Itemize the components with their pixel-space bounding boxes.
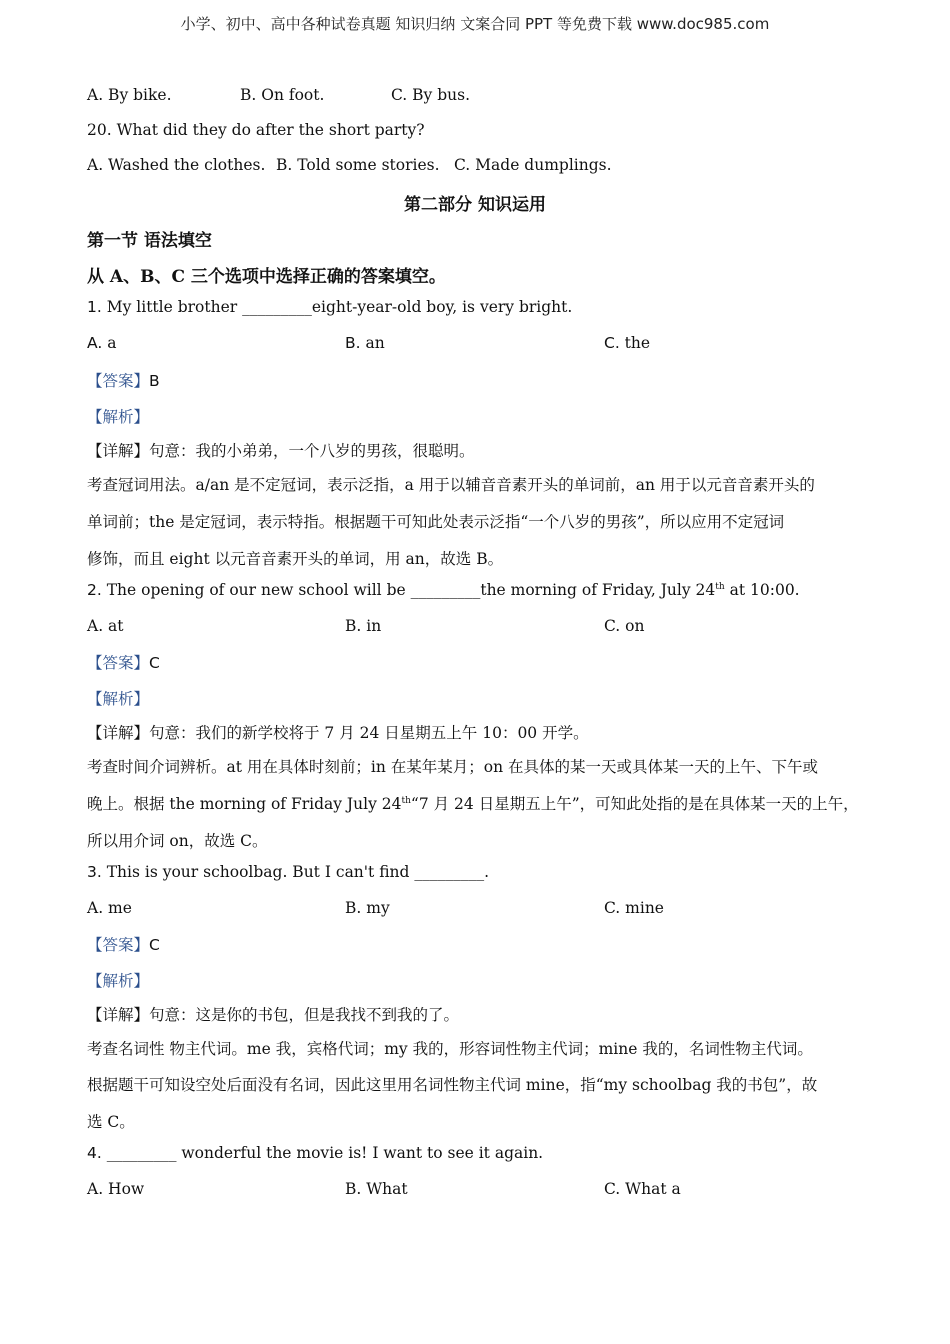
q2-explain-line-3-b: “7 月 24 日星期五上午”，可知此处指的是在具体某一天的上午，: [410, 795, 859, 813]
q1-option-a: [87, 334, 116, 352]
q4-number: 4.: [87, 1144, 102, 1162]
q2-text: The opening of our new school will be _________the morning of Friday, July 24: [101, 581, 716, 599]
instruction: 从 A、B、C 三个选项中选择正确的答案填空。: [87, 267, 446, 287]
q19-option-b: B. On foot.: [240, 86, 325, 104]
q3-option-b: B. my: [345, 899, 390, 917]
q19-option-a: A. By bike.: [87, 86, 172, 104]
q1-option-b-text: an: [360, 334, 385, 352]
q3-explain-line-4: 选 C。: [87, 1113, 135, 1131]
q20-option-b: B. Told some stories.: [276, 156, 440, 174]
q20-option-a: A. Washed the clothes.: [87, 156, 266, 174]
q2-option-c: C. on: [604, 617, 645, 635]
q1-explain-line-3: 单词前；the 是定冠词，表示特指。根据题干可知此处表示泛指“一个八岁的男孩”，所以应用不定冠词: [87, 513, 785, 531]
page-header: 小学、初中、高中各种试卷真题 知识归纳 文案合同 PPT 等免费下载 www.doc985.com: [180, 15, 770, 33]
q2-option-b: B. in: [345, 617, 382, 635]
part-title: 第二部分 知识运用: [404, 195, 546, 215]
q1-answer-label: 【答案】: [87, 372, 150, 390]
q20-option-c: C. Made dumplings.: [454, 156, 612, 174]
q1-option-c-letter: C.: [604, 334, 620, 352]
q3-answer-label: 【答案】: [87, 936, 150, 954]
q2-superscript: th: [715, 581, 725, 592]
q3-number: 3.: [87, 863, 102, 881]
q1-stem: [87, 298, 572, 316]
q2-explain-line-2: 考查时间介词辨析。at 用在具体时刻前；in 在某年某月；on 在具体的某一天或具体某一天的上午、下午或: [87, 758, 819, 776]
q2-text-end: at 10:00.: [724, 581, 800, 599]
q1-explain-line-2: 考查冠词用法。a/an 是不定冠词，表示泛指，a 用于以辅音音素开头的单词前，an 用于以元音音素开头的: [87, 476, 815, 494]
q3-explain-line-3: 根据题干可知设空处后面没有名词，因此这里用名词性物主代词 mine，指“my schoolbag 我的书包”，故: [87, 1076, 818, 1094]
q4-stem: [87, 1144, 543, 1162]
q1-option-a-letter: A.: [87, 334, 103, 352]
q2-stem: [87, 581, 800, 599]
q1-analysis-label: 【解析】: [87, 408, 150, 426]
q3-answer-value: C: [149, 936, 160, 954]
q1-option-b-letter: B.: [345, 334, 361, 352]
q2-option-a: A. at: [87, 617, 124, 635]
q2-explain-line-3: [87, 792, 859, 814]
q1-option-c-text: the: [619, 334, 651, 352]
q1-answer-value: B: [149, 372, 160, 390]
q2-answer-label: 【答案】: [87, 654, 150, 672]
q2-answer-value: C: [149, 654, 160, 672]
section-title: 第一节 语法填空: [87, 231, 212, 251]
q2-explain-line-1: 【详解】句意：我们的新学校将于 7 月 24 日星期五上午 10：00 开学。: [87, 724, 589, 742]
q4-option-a: A. How: [87, 1180, 145, 1198]
q1-text: My little brother _________eight-year-old boy, is very bright.: [101, 298, 573, 316]
q3-stem: [87, 863, 489, 881]
q3-answer: [87, 933, 160, 955]
q2-explain-line-4: 所以用介词 on，故选 C。: [87, 832, 268, 850]
q3-explain-line-2: 考查名词性 物主代词。me 我，宾格代词；my 我的，形容词性物主代词；mine 我的，名词性物主代词。: [87, 1040, 813, 1058]
q20-stem: 20. What did they do after the short party?: [87, 121, 425, 139]
q1-number: 1.: [87, 298, 102, 316]
q1-explain-line-4: 修饰，而且 eight 以元音音素开头的单词，用 an，故选 B。: [87, 550, 504, 568]
q2-explain-superscript: th: [401, 795, 411, 806]
q2-number: 2.: [87, 581, 102, 599]
q1-option-a-text: a: [102, 334, 117, 352]
q1-explain-line-1: 【详解】句意：我的小弟弟，一个八岁的男孩，很聪明。: [87, 442, 475, 460]
q1-option-b: [345, 334, 385, 352]
q4-option-b: B. What: [345, 1180, 408, 1198]
q4-text: _________ wonderful the movie is! I want to see it again.: [101, 1144, 544, 1162]
q3-explain-line-1: 【详解】句意：这是你的书包，但是我找不到我的了。: [87, 1006, 460, 1024]
q1-option-c: [604, 334, 650, 352]
q3-text: This is your schoolbag. But I can't find _________.: [101, 863, 490, 881]
q3-analysis-label: 【解析】: [87, 972, 150, 990]
q4-option-c: C. What a: [604, 1180, 681, 1198]
q2-analysis-label: 【解析】: [87, 690, 150, 708]
q19-option-c: C. By bus.: [391, 86, 471, 104]
q1-answer: [87, 369, 160, 391]
q3-option-a: A. me: [87, 899, 132, 917]
q2-answer: [87, 651, 160, 673]
q3-option-c: C. mine: [604, 899, 664, 917]
q2-explain-line-3-a: 晚上。根据 the morning of Friday July 24: [87, 795, 402, 813]
